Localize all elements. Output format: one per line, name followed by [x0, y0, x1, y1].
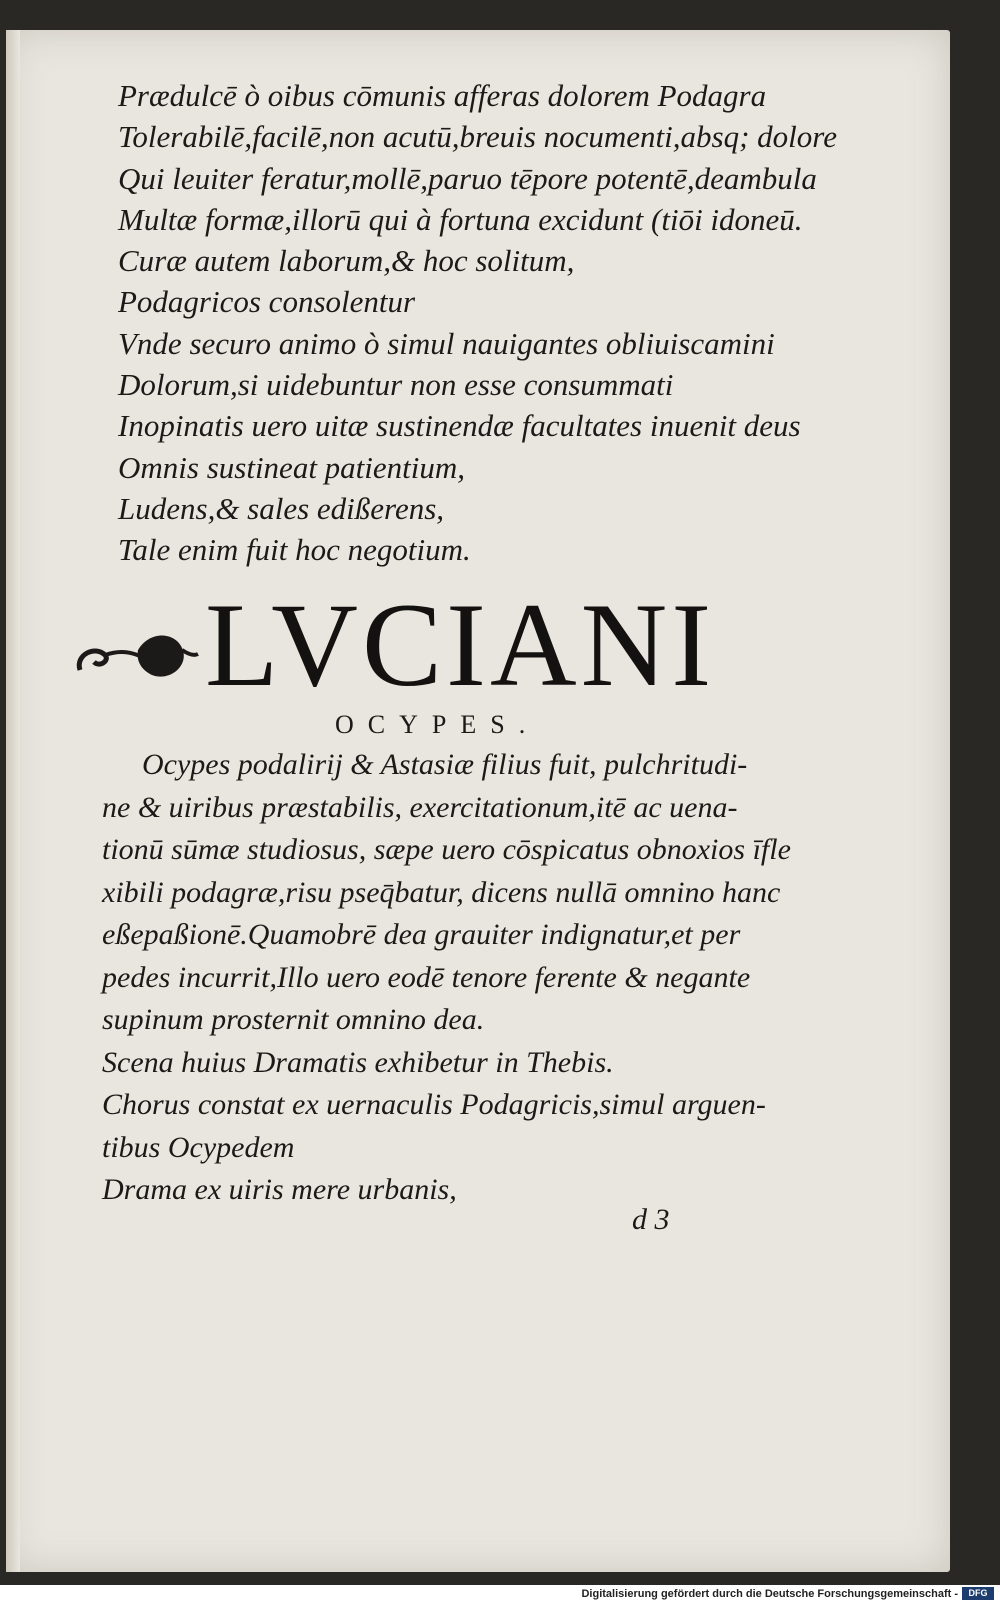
- verse-line: Prædulcē ò oibus cōmunis afferas dolorem Podagra: [118, 78, 767, 113]
- heading-row: [70, 578, 850, 715]
- verse-line: Dolorum,si uidebuntur non esse consummati: [118, 367, 674, 403]
- signature-mark: d 3: [632, 1203, 670, 1236]
- page-title: LVCIANI: [205, 578, 716, 711]
- prose-line: xibili podagræ,risu pseq̄batur, dicens nullā omnino hanc: [102, 875, 781, 909]
- verse-line: Vnde securo animo ò simul nauigantes obliuiscamini: [118, 325, 775, 361]
- verse-line: Curæ autem laborum,& hoc solitum,: [118, 243, 575, 279]
- prose-line: supinum prosternit omnino dea.: [102, 1003, 485, 1036]
- verse-block: [118, 80, 837, 576]
- prose-line: Chorus constat ex uernaculis Podagricis,simul arguen-: [102, 1088, 766, 1121]
- prose-line: pedes incurrit,Illo uero eodē tenore ferente & negante: [102, 960, 751, 994]
- prose-line: tibus Ocypedem: [102, 1130, 295, 1164]
- prose-line: ne & uiribus præstabilis, exercitationum,itē ac uena-: [102, 790, 738, 824]
- verse-line: Tolerabilē,facilē,non acutū,breuis nocumenti,absq; dolore: [118, 119, 837, 155]
- verse-line: Inopinatis uero uitæ sustinendæ facultates inuenit deus: [118, 408, 801, 444]
- prose-line: Scena huius Dramatis exhibetur in Thebis.: [102, 1045, 614, 1079]
- prose-line: eßepaßionē.Quamobrē dea grauiter indignatur,et per: [102, 918, 741, 951]
- verse-line: Omnis sustineat patientium,: [118, 449, 466, 485]
- prose-line: tionū sūmæ studiosus, sæpe uero cōspicatus obnoxios īfle: [102, 833, 791, 866]
- verse-line: Ludens,& sales edißerens,: [118, 490, 445, 526]
- verse-line: Tale enim fuit hoc negotium.: [118, 532, 471, 568]
- argument-block: [102, 750, 791, 1218]
- verse-line: Podagricos consolentur: [118, 284, 416, 320]
- verse-line: Multæ formæ,illorū qui à fortuna excidunt (tiōi idoneū.: [118, 201, 803, 237]
- prose-line: Ocypes podalirij & Astasiæ filius fuit, pulchritudi-: [142, 748, 748, 781]
- verse-line: Qui leuiter feratur,mollē,paruo tēpore potentē,deambula: [118, 160, 817, 196]
- section-subtitle: OCYPES.: [335, 710, 540, 739]
- funding-credit: Digitalisierung gefördert durch die Deutsche Forschungsgemeinschaft -: [581, 1588, 958, 1600]
- prose-line: Drama ex uiris mere urbanis,: [102, 1173, 457, 1206]
- page-spine: [6, 30, 20, 1572]
- dfg-logo-icon: DFG: [962, 1587, 994, 1600]
- fleuron-leaf-icon: [70, 620, 200, 690]
